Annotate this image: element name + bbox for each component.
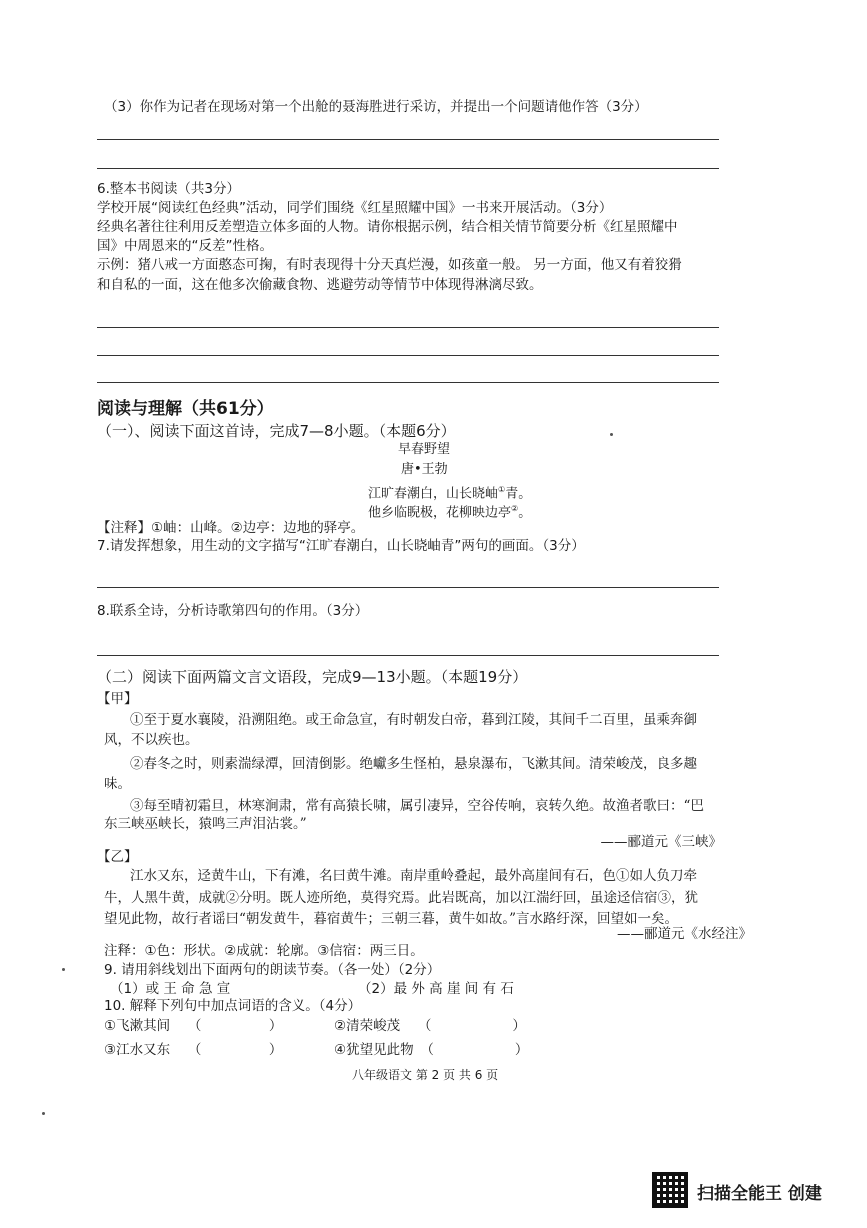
question-6-text: 国》中周恩来的“反差”性格。 xyxy=(97,238,273,254)
question-10-item: ②清荣峻茂 （ ） xyxy=(334,1018,526,1034)
question-6-title: 6.整本书阅读（共3分） xyxy=(97,181,240,197)
passage-jia-text: ①至于夏水襄陵，沿溯阻绝。或王命急宣，有时朝发白帝，暮到江陵，其间千二百里，虽乘奔御 xyxy=(130,712,697,728)
page-number: 八年级语文 第 2 页 共 6 页 xyxy=(352,1068,499,1082)
question-6-text: 学校开展“阅读红色经典”活动，同学们围绕《红星照耀中国》一书来开展活动。（3分） xyxy=(97,200,613,216)
question-9-sentence-1: （1）或 王 命 急 宣 xyxy=(110,981,231,997)
passage-jia-text: ②春冬之时，则素湍绿潭，回清倒影。绝巘多生怪柏，悬泉瀑布，飞漱其间。清荣峻茂，良多趣 xyxy=(130,756,697,772)
scanner-watermark: 扫描全能王 创建 xyxy=(697,1184,822,1204)
passage-jia-text: ③每至晴初霜旦，林寒涧肃，常有高猿长啸，属引凄异，空谷传响，哀转久绝。故渔者歌曰：“巴 xyxy=(130,798,704,814)
answer-line xyxy=(97,355,719,356)
poem-line-2: 他乡临睨极，花柳映边亭②。 xyxy=(368,504,532,521)
question-6-example: 示例：猪八戒一方面憨态可掬，有时表现得十分天真烂漫，如孩童一般。 另一方面，他又有着狡猾 xyxy=(97,257,682,273)
question-5-3: （3）你作为记者在现场对第一个出舱的聂海胜进行采访，并提出一个问题请他作答（3分） xyxy=(104,99,648,115)
question-7: 7.请发挥想象，用生动的文字描写“江旷春潮白，山长晓岫青”两句的画面。（3分） xyxy=(97,538,585,554)
answer-line xyxy=(97,139,719,140)
scan-speck xyxy=(62,968,65,971)
answer-line xyxy=(97,587,719,588)
poem-line-1: 江旷春潮白，山长晓岫①青。 xyxy=(368,485,532,502)
passage-yi-text: 牛，人黑牛黄，成就②分明。既人迹所绝，莫得究焉。此岩既高，加以江湍纡回，虽途迳信宿③，犹 xyxy=(104,890,698,906)
question-10-item: ④犹望见此物 （ ） xyxy=(334,1042,529,1058)
qr-code-icon xyxy=(652,1172,688,1208)
question-6-text: 经典名著往往利用反差塑造立体多面的人物。请你根据示例，结合相关情节简要分析《红星照耀中 xyxy=(97,219,678,235)
question-6-example: 和自私的一面，这在他多次偷藏食物、逃避劳动等情节中体现得淋漓尽致。 xyxy=(97,277,543,293)
answer-line xyxy=(97,168,719,169)
question-8: 8.联系全诗，分析诗歌第四句的作用。（3分） xyxy=(97,603,369,619)
part-1-title: （一）、阅读下面这首诗，完成7—8小题。（本题6分） xyxy=(97,422,456,440)
part-2-title: （二）阅读下面两篇文言文语段，完成9—13小题。（本题19分） xyxy=(97,668,528,686)
answer-line xyxy=(97,382,719,383)
passage-yi-label: 【乙】 xyxy=(97,849,138,865)
passage-jia-source: ——郦道元《三峡》 xyxy=(600,834,722,850)
section-title: 阅读与理解（共61分） xyxy=(97,399,274,419)
question-10-item: ③江水又东 （ ） xyxy=(104,1042,283,1058)
poem-title: 早春野望 xyxy=(398,442,451,457)
question-9-sentence-2: （2）最 外 高 崖 间 有 石 xyxy=(358,981,514,997)
poem-notes: 【注释】①岫：山峰。②边亭：边地的驿亭。 xyxy=(97,520,365,536)
passage-jia-text: 味。 xyxy=(104,776,131,792)
answer-line xyxy=(97,327,719,328)
question-10: 10. 解释下列句中加点词语的含义。（4分） xyxy=(104,998,362,1014)
passage-jia-label: 【甲】 xyxy=(97,691,138,707)
question-10-item: ①飞漱其间 （ ） xyxy=(104,1018,283,1034)
question-9: 9. 请用斜线划出下面两句的朗读节奏。（各一处）（2分） xyxy=(104,962,441,978)
answer-line xyxy=(97,655,719,656)
passage-yi-text: 江水又东，迳黄牛山，下有滩，名曰黄牛滩。南岸重岭叠起，最外高崖间有石，色①如人负刀牵 xyxy=(130,868,697,884)
passage-yi-notes: 注释：①色：形状。②成就：轮廓。③信宿：两三日。 xyxy=(104,943,424,959)
passage-yi-source: ——郦道元《水经注》 xyxy=(617,926,752,942)
passage-jia-text: 风，不以疾也。 xyxy=(104,732,199,748)
poem-author: 唐•王勃 xyxy=(401,462,448,477)
scan-speck xyxy=(42,1112,45,1115)
passage-yi-text: 望见此物，故行者谣曰“朝发黄牛，暮宿黄牛；三朝三暮，黄牛如故。”言水路纡深，回望如一矣。 xyxy=(104,911,679,927)
scan-speck xyxy=(610,433,613,436)
passage-jia-text: 东三峡巫峡长，猿鸣三声泪沾裳。” xyxy=(104,816,307,832)
